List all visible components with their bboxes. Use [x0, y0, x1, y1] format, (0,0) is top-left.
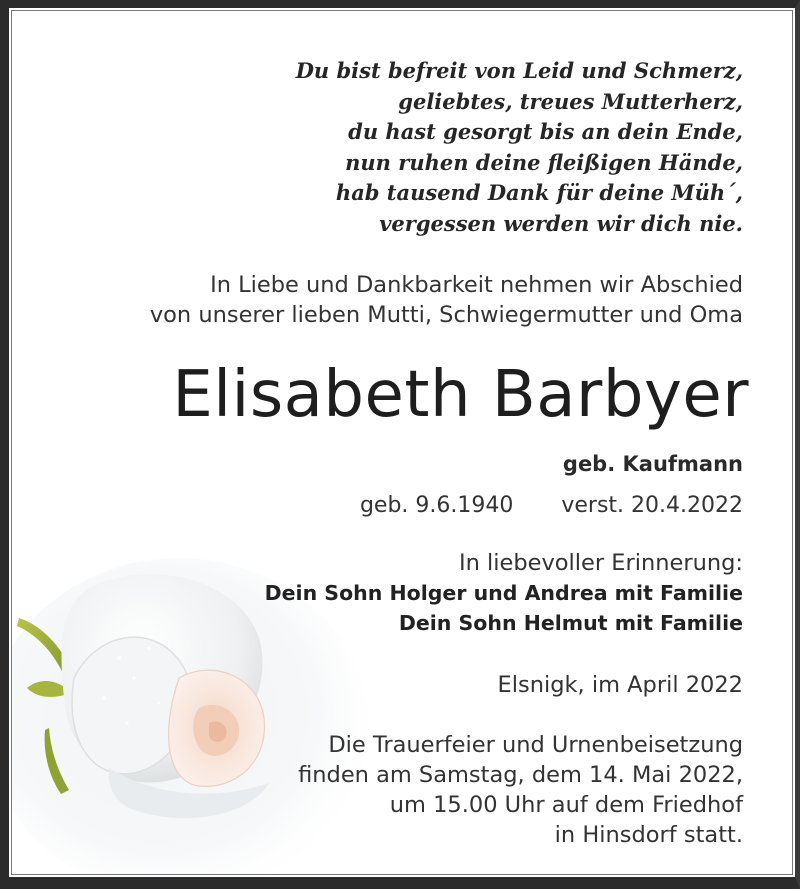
- poem-line: geliebtes, treues Mutterherz,: [398, 88, 743, 114]
- birth-date: geb. 9.6.1940: [359, 493, 514, 518]
- memory-block: [265, 548, 743, 638]
- life-dates: [360, 492, 743, 520]
- maiden-name: geb. Kaufmann: [562, 452, 743, 476]
- poem: [296, 56, 743, 239]
- poem-line: Du bist befreit von Leid und Schmerz,: [295, 58, 743, 83]
- poem-line: vergessen werden wir dich nie.: [379, 210, 743, 236]
- service-info: [298, 730, 743, 850]
- memory-lead: In liebevoller Erinnerung:: [458, 550, 743, 576]
- poem-line: du hast gesorgt bis an dein Ende,: [348, 119, 743, 144]
- service-line: um 15.00 Uhr auf dem Friedhof: [389, 792, 743, 818]
- service-line: Die Trauerfeier und Urnenbeisetzung: [328, 732, 743, 758]
- intro-line: In Liebe und Dankbarkeit nehmen wir Abschied: [210, 272, 743, 298]
- service-line: finden am Samstag, dem 14. Mai 2022,: [298, 762, 743, 788]
- family-line: Dein Sohn Holger und Andrea mit Familie: [264, 581, 743, 605]
- poem-line: hab tausend Dank für deine Müh´,: [335, 180, 743, 205]
- service-line: in Hinsdorf statt.: [554, 822, 743, 848]
- family-line: Dein Sohn Helmut mit Familie: [398, 611, 743, 635]
- poem-line: nun ruhen deine fleißigen Hände,: [345, 149, 743, 175]
- intro-text: [150, 270, 743, 330]
- deceased-name: Elisabeth Barbyer: [172, 358, 749, 432]
- place-date: Elsnigk, im April 2022: [497, 672, 743, 698]
- death-date: verst. 20.4.2022: [561, 493, 743, 518]
- intro-line: von unserer lieben Mutti, Schwiegermutter und Oma: [149, 302, 743, 328]
